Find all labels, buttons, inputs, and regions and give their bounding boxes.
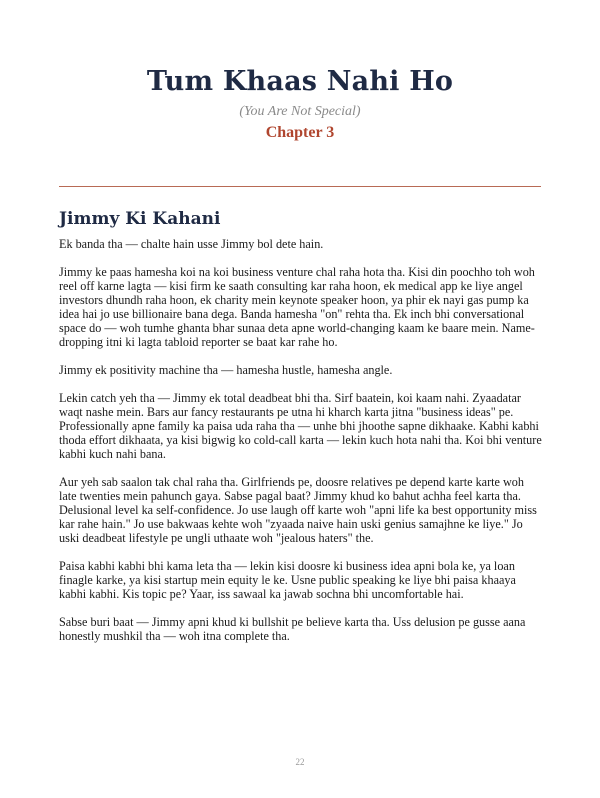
header-divider bbox=[59, 186, 541, 187]
book-title: Tum Khaas Nahi Ho bbox=[146, 66, 454, 97]
book-subtitle: (You Are Not Special) bbox=[239, 104, 361, 119]
body-text bbox=[59, 237, 543, 657]
page-number: 22 bbox=[295, 757, 305, 767]
chapter-label: Chapter 3 bbox=[265, 124, 335, 141]
paragraph: Sabse buri baat — Jimmy apni khud ki bullshit pe believe karta tha. Uss delusion pe gusse aana honestly mushkil tha — woh itna complete tha. bbox=[59, 615, 526, 643]
paragraph: Lekin catch yeh tha — Jimmy ek total deadbeat bhi tha. Sirf baatein, koi kaam nahi. Zyaadatar waqt nashe mein. Bars aur fancy restaurants pe utna hi kharch karta jitna "business ideas" pe. Professionally apne family ka paisa uda raha tha — unhe bhi jhoothe sapne dikhaake. Kabhi kabhi thoda effort dikhaata, ya kisi bigwig ko cold-call karta — lekin kuch hota nahi tha. Koi bhi venture kabhi kuch nahi bana. bbox=[59, 391, 542, 461]
section-heading: Jimmy Ki Kahani bbox=[59, 209, 221, 229]
paragraph: Paisa kabhi kabhi bhi kama leta tha — lekin kisi doosre ki business idea apni bola ke, ya loan finagle karke, ya kisi startup mein equity le ke. Usne public speaking ke liye bhi paisa khaaya kabhi kabhi. Kis topic pe? Yaar, iss sawaal ka jawab sochna bhi uncomfortable hai. bbox=[59, 559, 516, 601]
paragraph: Jimmy ek positivity machine tha — hamesha hustle, hamesha angle. bbox=[59, 363, 393, 377]
paragraph: Jimmy ke paas hamesha koi na koi business venture chal raha hota tha. Kisi din poochho toh woh reel off karne lagta — kisi firm ke saath consulting kar raha hoon, ek medical app ke liye angel investors dhundh raha hoon, ek charity mein keynote speaker hoon, ya phir ek nayi gas pump ka idea hai jo use billionaire bana dega. Banda hamesha "on" rehta tha. Ek inch bhi conversational space do — woh tumhe ghanta bhar sunaa deta apne world-changing kaam ke baare mein. Name-dropping itni ki lagta tabloid reporter se baat kar rahe ho. bbox=[59, 265, 535, 349]
paragraph: Aur yeh sab saalon tak chal raha tha. Girlfriends pe, doosre relatives pe depend karte karte woh late twenties mein pahunch gaya. Sabse pagal baat? Jimmy khud ko bahut achha feel karta tha. Delusional level ka self-confidence. Jo use laugh off karte woh "apni life ka best opportunity miss kar rahe hain." Jo use bakwaas kehte woh "zyaada naive hain uski genius samajhne ke liye." Jo uski deadbeat lifestyle pe ungli uthaate woh "jealous haters" the. bbox=[59, 475, 537, 545]
paragraph: Ek banda tha — chalte hain usse Jimmy bol dete hain. bbox=[59, 237, 324, 251]
